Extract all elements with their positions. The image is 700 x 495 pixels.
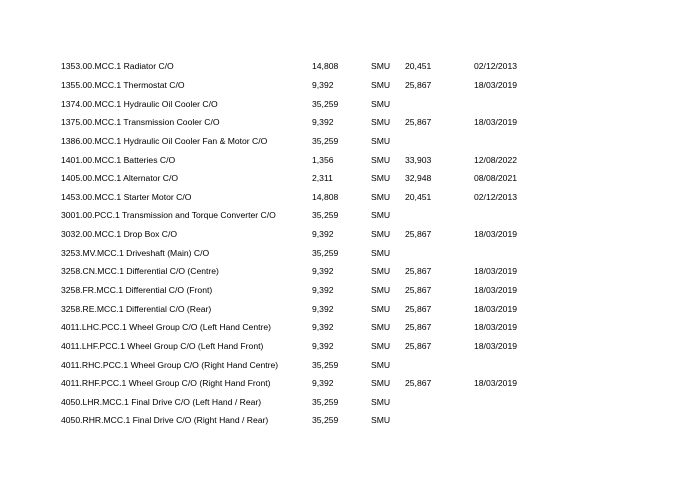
table-row xyxy=(61,94,621,113)
meter-unit: SMU xyxy=(371,322,391,333)
last-changeout-date: 18/03/2019 xyxy=(474,340,518,351)
component-description: 3258.FR.MCC.1 Differential C/O (Front) xyxy=(61,285,213,295)
last-changeout-meter: 25,867 xyxy=(405,322,432,333)
table-row xyxy=(61,337,621,356)
table-row xyxy=(61,206,621,225)
meter-unit: SMU xyxy=(371,396,391,407)
last-changeout-date: 18/03/2019 xyxy=(474,378,518,389)
meter-unit: SMU xyxy=(371,378,391,389)
component-description: 1453.00.MCC.1 Starter Motor C/O xyxy=(61,191,192,202)
last-changeout-date: 18/03/2019 xyxy=(474,229,518,240)
interval-value: 35,259 xyxy=(312,210,339,221)
last-changeout-date: 02/12/2013 xyxy=(474,191,518,202)
last-changeout-meter: 25,867 xyxy=(405,117,432,128)
interval-value: 9,392 xyxy=(312,378,334,389)
last-changeout-meter: 33,903 xyxy=(405,154,432,165)
interval-value: 9,392 xyxy=(312,285,334,295)
table-row xyxy=(61,393,621,412)
meter-unit: SMU xyxy=(371,247,391,258)
interval-value: 35,259 xyxy=(312,396,339,407)
component-description: 1386.00.MCC.1 Hydraulic Oil Cooler Fan & Motor C/O xyxy=(61,135,268,146)
interval-value: 9,392 xyxy=(312,229,334,240)
component-description: 3258.CN.MCC.1 Differential C/O (Centre) xyxy=(61,266,219,277)
last-changeout-date: 18/03/2019 xyxy=(474,322,518,333)
interval-value: 9,392 xyxy=(312,79,334,90)
component-description: 1374.00.MCC.1 Hydraulic Oil Cooler C/O xyxy=(61,98,218,109)
meter-unit: SMU xyxy=(371,191,391,202)
last-changeout-date: 02/12/2013 xyxy=(474,61,518,72)
component-description: 3001.00.PCC.1 Transmission and Torque Converter C/O xyxy=(61,210,276,221)
last-changeout-meter: 25,867 xyxy=(405,79,432,90)
last-changeout-date: 18/03/2019 xyxy=(474,266,518,277)
component-description: 4011.LHF.PCC.1 Wheel Group C/O (Left Hand Front) xyxy=(61,340,264,351)
table-row xyxy=(61,318,621,337)
component-description: 4050.RHR.MCC.1 Final Drive C/O (Right Hand / Rear) xyxy=(61,415,269,426)
table-row xyxy=(61,113,621,132)
component-description: 3032.00.MCC.1 Drop Box C/O xyxy=(61,229,178,240)
last-changeout-date: 18/03/2019 xyxy=(474,285,518,295)
last-changeout-date: 12/08/2022 xyxy=(474,154,518,165)
meter-unit: SMU xyxy=(371,229,391,240)
meter-unit: SMU xyxy=(371,359,391,370)
interval-value: 9,392 xyxy=(312,303,334,314)
table-row xyxy=(61,57,621,76)
meter-unit: SMU xyxy=(371,303,391,314)
last-changeout-meter: 25,867 xyxy=(405,340,432,351)
last-changeout-date: 08/08/2021 xyxy=(474,173,518,184)
interval-value: 35,259 xyxy=(312,98,339,109)
meter-unit: SMU xyxy=(371,415,391,426)
table-row xyxy=(61,187,621,206)
component-description: 1375.00.MCC.1 Transmission Cooler C/O xyxy=(61,117,220,128)
table-row xyxy=(61,150,621,169)
last-changeout-meter: 25,867 xyxy=(405,229,432,240)
component-description: 4011.RHC.PCC.1 Wheel Group C/O (Right Hand Centre) xyxy=(61,359,279,370)
component-description: 1353.00.MCC.1 Radiator C/O xyxy=(61,61,174,72)
last-changeout-date: 18/03/2019 xyxy=(474,79,518,90)
component-description: 4011.LHC.PCC.1 Wheel Group C/O (Left Hand Centre) xyxy=(61,322,272,333)
last-changeout-meter: 25,867 xyxy=(405,266,432,277)
interval-value: 9,392 xyxy=(312,340,334,351)
meter-unit: SMU xyxy=(371,285,391,295)
table-row xyxy=(61,132,621,151)
interval-value: 9,392 xyxy=(312,266,334,277)
last-changeout-date: 18/03/2019 xyxy=(474,303,518,314)
last-changeout-meter: 20,451 xyxy=(405,61,432,72)
last-changeout-meter: 25,867 xyxy=(405,378,432,389)
interval-value: 1,356 xyxy=(312,154,334,165)
component-description: 4011.RHF.PCC.1 Wheel Group C/O (Right Hand Front) xyxy=(61,378,271,389)
interval-value: 14,808 xyxy=(312,61,339,72)
last-changeout-meter: 25,867 xyxy=(405,285,432,295)
component-description: 1401.00.MCC.1 Batteries C/O xyxy=(61,154,176,165)
table-row xyxy=(61,169,621,188)
interval-value: 35,259 xyxy=(312,135,339,146)
last-changeout-meter: 25,867 xyxy=(405,303,432,314)
table-row xyxy=(61,76,621,95)
interval-value: 35,259 xyxy=(312,359,339,370)
table-row xyxy=(61,281,621,300)
interval-value: 9,392 xyxy=(312,322,334,333)
component-description: 4050.LHR.MCC.1 Final Drive C/O (Left Hand / Rear) xyxy=(61,396,262,407)
table-row xyxy=(61,299,621,318)
meter-unit: SMU xyxy=(371,79,391,90)
component-description: 3253.MV.MCC.1 Driveshaft (Main) C/O xyxy=(61,247,210,258)
interval-value: 35,259 xyxy=(312,415,339,426)
table-row xyxy=(61,374,621,393)
meter-unit: SMU xyxy=(371,340,391,351)
component-description: 1405.00.MCC.1 Alternator C/O xyxy=(61,173,179,184)
interval-value: 2,311 xyxy=(312,173,333,184)
meter-unit: SMU xyxy=(371,98,391,109)
interval-value: 14,808 xyxy=(312,191,339,202)
table-row xyxy=(61,262,621,281)
interval-value: 35,259 xyxy=(312,247,339,258)
table-row xyxy=(61,355,621,374)
component-description: 3258.RE.MCC.1 Differential C/O (Rear) xyxy=(61,303,212,314)
meter-unit: SMU xyxy=(371,117,391,128)
last-changeout-meter: 32,948 xyxy=(405,173,432,184)
table-row xyxy=(61,243,621,262)
meter-unit: SMU xyxy=(371,135,391,146)
meter-unit: SMU xyxy=(371,173,391,184)
table-row xyxy=(61,225,621,244)
meter-unit: SMU xyxy=(371,154,391,165)
meter-unit: SMU xyxy=(371,210,391,221)
interval-value: 9,392 xyxy=(312,117,334,128)
table-row xyxy=(61,411,621,430)
last-changeout-meter: 20,451 xyxy=(405,191,432,202)
last-changeout-date: 18/03/2019 xyxy=(474,117,518,128)
component-changeout-table xyxy=(61,57,621,430)
meter-unit: SMU xyxy=(371,61,391,72)
component-description: 1355.00.MCC.1 Thermostat C/O xyxy=(61,79,185,90)
meter-unit: SMU xyxy=(371,266,391,277)
